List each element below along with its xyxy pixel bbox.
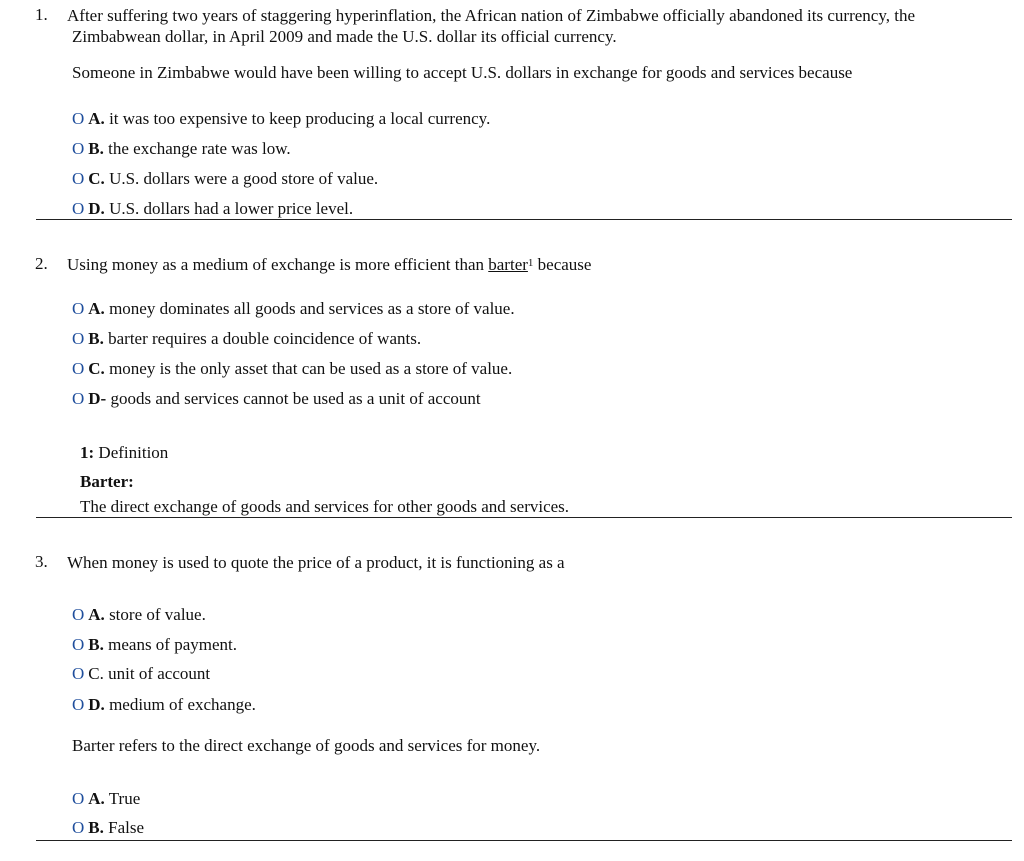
option-text: means of payment. — [108, 635, 238, 654]
divider — [36, 840, 1012, 841]
footnote-marker: 1 — [527, 257, 534, 269]
footnote-term: Barter: — [80, 472, 134, 491]
footnote-label: 1: — [80, 443, 95, 462]
q3-text: When money is used to quote the price of a product, it is functioning as a — [67, 553, 565, 572]
option-letter: A. — [88, 789, 105, 808]
q3-option-b[interactable] — [72, 635, 237, 655]
option-letter: A. — [88, 299, 105, 318]
option-letter: A. — [88, 605, 105, 624]
option-text: goods and services cannot be used as a unit of account — [110, 389, 481, 408]
q2-option-d[interactable] — [72, 389, 481, 409]
option-letter: C. — [88, 359, 105, 378]
q1-number: 1. — [35, 5, 48, 24]
option-text: U.S. dollars were a good store of value. — [109, 169, 379, 188]
q1-option-a[interactable] — [72, 109, 490, 129]
q2-text — [67, 254, 591, 276]
tf-prompt: Barter refers to the direct exchange of goods and services for money. — [72, 736, 541, 755]
option-letter: D. — [88, 695, 105, 714]
q3-number: 3. — [35, 552, 48, 571]
radio-circle-icon[interactable]: O — [72, 664, 85, 683]
option-text: C. unit of account — [88, 664, 211, 683]
q3-option-a[interactable] — [72, 605, 206, 625]
footnote-definition: The direct exchange of goods and services for other goods and services. — [80, 497, 570, 516]
radio-circle-icon[interactable]: O — [72, 199, 85, 218]
radio-circle-icon[interactable]: O — [72, 139, 85, 158]
option-text: U.S. dollars had a lower price level. — [109, 199, 354, 218]
radio-circle-icon[interactable]: O — [72, 329, 85, 348]
radio-circle-icon[interactable]: O — [72, 299, 85, 318]
option-text: it was too expensive to keep producing a local currency. — [109, 109, 491, 128]
option-text: True — [108, 789, 141, 808]
radio-circle-icon[interactable]: O — [72, 109, 85, 128]
footnote-heading — [80, 443, 168, 463]
q1-prompt: Someone in Zimbabwe would have been willing to accept U.S. dollars in exchange for goods and services because — [72, 63, 853, 82]
q1-option-b[interactable] — [72, 139, 291, 159]
radio-circle-icon[interactable]: O — [72, 389, 85, 408]
option-text: barter requires a double coincidence of wants. — [108, 329, 422, 348]
option-text: medium of exchange. — [109, 695, 256, 714]
option-text: money dominates all goods and services as a store of value. — [109, 299, 515, 318]
option-text: False — [108, 818, 145, 837]
radio-circle-icon[interactable]: O — [72, 695, 85, 714]
q2-option-b[interactable] — [72, 329, 421, 349]
q1-text-line1: After suffering two years of staggering hyperinflation, the African nation of Zimbabwe officially abandoned its currency, the — [67, 6, 915, 25]
q3-option-d[interactable] — [72, 695, 256, 715]
option-letter: B. — [88, 139, 104, 158]
divider — [36, 219, 1012, 220]
option-letter: B. — [88, 818, 104, 837]
q2-option-c[interactable] — [72, 359, 512, 379]
option-text: the exchange rate was low. — [108, 139, 291, 158]
q2-text-after: because — [533, 255, 592, 274]
q2-option-a[interactable] — [72, 299, 515, 319]
barter-footnote-link[interactable]: barter — [488, 255, 528, 274]
q1-option-d[interactable] — [72, 199, 353, 219]
radio-circle-icon[interactable]: O — [72, 359, 85, 378]
radio-circle-icon[interactable]: O — [72, 818, 85, 837]
option-text: store of value. — [109, 605, 206, 624]
q2-text-before: Using money as a medium of exchange is more efficient than — [67, 255, 489, 274]
q3-option-c[interactable] — [72, 664, 210, 684]
option-letter: D. — [88, 199, 105, 218]
option-letter: B. — [88, 635, 104, 654]
tf-option-true[interactable] — [72, 789, 140, 809]
option-letter: A. — [88, 109, 105, 128]
radio-circle-icon[interactable]: O — [72, 635, 85, 654]
q1-option-c[interactable] — [72, 169, 378, 189]
option-text: money is the only asset that can be used as a store of value. — [109, 359, 513, 378]
option-letter: C. — [88, 169, 105, 188]
footnote-label-text: Definition — [98, 443, 169, 462]
tf-option-false[interactable] — [72, 818, 144, 838]
radio-circle-icon[interactable]: O — [72, 169, 85, 188]
option-letter: D- — [88, 389, 107, 408]
divider — [36, 517, 1012, 518]
q1-text-line2: Zimbabwean dollar, in April 2009 and made the U.S. dollar its official currency. — [72, 27, 617, 46]
q2-number: 2. — [35, 254, 48, 273]
radio-circle-icon[interactable]: O — [72, 605, 85, 624]
radio-circle-icon[interactable]: O — [72, 789, 85, 808]
option-letter: B. — [88, 329, 104, 348]
